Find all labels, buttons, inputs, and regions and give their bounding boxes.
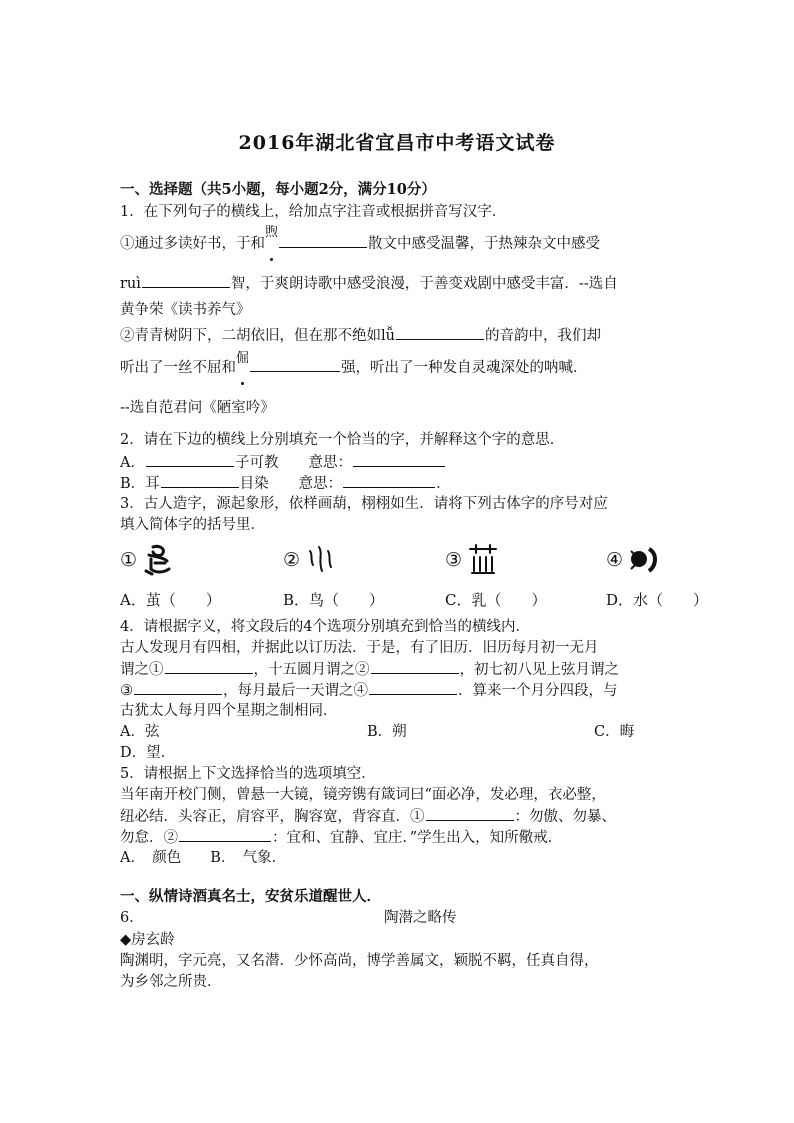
passage-para-1: 陶渊明，字元亮，又名潜．少怀高尚，博学善属文，颖脱不羁，任真自得， [120,953,599,969]
glyph-item-4 [606,540,661,580]
q4-p3-c: ．算来一个月分四段，与 [458,683,618,699]
answer-blank[interactable] [146,452,234,467]
q2-stem: 2．请在下边的横线上分别填充一个恰当的字，并解释这个字的意思． [120,432,565,448]
ancient-bird-glyph-icon [141,543,175,577]
glyph-item-2 [283,540,338,580]
q1-line1-text-a: ①通过多读好书，于和 [120,236,265,252]
ancient-ripple-glyph-icon [466,543,500,577]
q4-p2-c: ，初七初八见上弦月谓之 [459,662,619,678]
q2-a-text: 子可教 [234,455,279,471]
q5-p2-a: 纽必结．头容正，肩容平，胸容宽，背容直．① [120,809,425,825]
q1-line4 [120,325,601,346]
q4-p2-b: ，十五圆月谓之② [253,662,370,678]
glyph-number: ① [120,549,138,571]
q1-line1 [120,225,601,255]
ancient-insect-glyph-icon [627,543,661,577]
q3-stem-1: 3．古人造字，源起象形，依样画葫，栩栩如生．请将下列古体字的序号对应 [120,496,608,512]
q5-para-2 [120,806,616,827]
q5-p3-a: 勿怠．② [120,830,178,846]
q4-option-d: D．望． [120,745,176,761]
q4-para-2 [120,659,619,680]
q3-option-a: A．茧（ ） [120,591,221,609]
answer-blank[interactable] [142,273,230,288]
passage-author: ◆房玄龄 [120,932,175,948]
q1-line5-text-a: 听出了一丝不屈和 [120,360,236,376]
glyph-item-3 [445,540,500,580]
q4-para-1: 古人发现月有四相，并据此以订历法．于是，有了旧历．旧历每月初一无月 [120,640,599,656]
dotted-char-text: 煦 [265,225,279,240]
q2-b-label: B．耳 [120,476,160,492]
q5-p3-b: ：宜和、宜静、宜庄．”学生出入，知所儆戒． [272,830,563,846]
q5-stem: 5．请根据上下文选择恰当的选项填空． [120,766,376,782]
q4-stem: 4．请根据字义，将文段后的4个选项分别填充到恰当的横线内． [120,619,530,635]
q2-option-b [120,473,451,494]
answer-blank[interactable] [426,806,514,821]
q1-line6: --选自范君问《陋室吟》 [120,400,275,416]
q1-pinyin-rui: ruì [120,276,141,292]
answer-blank[interactable] [179,827,271,842]
q3-option-c: C．乳（ ） [445,591,547,609]
q3-option-d: D．水（ ） [606,591,709,609]
q1-line5 [120,351,588,379]
section-heading-choice: 一、选择题（共5小题，每小题2分，满分10分） [120,181,436,198]
answer-blank[interactable] [161,473,239,488]
glyph-number: ④ [606,549,624,571]
answer-blank[interactable] [396,325,484,340]
meaning-label: 意思： [308,455,352,471]
q5-para-3 [120,827,562,848]
passage-title: 陶潜之略传 [384,910,457,926]
answer-blank[interactable] [353,452,445,467]
dotted-char-jue [236,351,250,379]
q2-period: ． [436,476,451,492]
section-heading-poetry: 一、纵情诗酒真名士，安贫乐道醒世人． [120,888,381,905]
q4-p2-a: 谓之① [120,662,164,678]
q1-line2 [120,273,618,294]
q4-option-a: A．弦 [120,724,160,740]
q4-para-3 [120,680,618,701]
q5-para-1: 当年南开校门侧，曾悬一大镜，镜旁镌有箴词曰“面必净，发必理，衣必整， [120,787,606,803]
q2-option-a [120,452,446,473]
q4-para-4: 古犹太人每月四个星期之制相同． [120,703,338,719]
q6-number: 6． [120,910,144,926]
q5-options: A． 颜色 B． 气象． [120,850,287,866]
q4-p3-a: ③ [120,683,133,699]
q1-line1-text-b: 散文中感受温馨，于热辣杂文中感受 [368,236,601,252]
q1-line3: 黄争荣《读书养气》 [120,302,251,318]
q3-stem-2: 填入简体字的括号里． [120,517,265,533]
q1-line4-text-a: ②青青树阴下，二胡依旧，但在那不绝如lǚ [120,328,395,344]
q4-option-b: B．朔 [367,724,407,740]
glyph-item-1 [120,540,175,580]
page-title: 2016年湖北省宜昌市中考语文试卷 [238,132,556,154]
q2-b-text: 目染 [239,476,269,492]
answer-blank[interactable] [279,233,367,248]
ancient-water-glyph-icon [304,543,338,577]
q1-line5-text-b: 强，听出了一种发自灵魂深处的呐喊． [341,360,588,376]
meaning-label: 意思： [298,476,343,492]
emphasis-dot-icon [270,258,273,261]
q4-option-c: C．晦 [594,724,635,740]
answer-blank[interactable] [369,680,457,695]
answer-blank[interactable] [165,659,253,674]
answer-blank[interactable] [250,357,340,372]
answer-blank[interactable] [134,680,222,695]
ancient-glyph-row [120,540,720,580]
answer-blank[interactable] [371,659,459,674]
dotted-char-xu [265,225,279,255]
emphasis-dot-icon [241,382,244,385]
q4-p3-b: ，每月最后一天谓之④ [223,683,368,699]
answer-blank[interactable] [343,473,435,488]
q1-line2-text: 智，于爽朗诗歌中感受浪漫，于善变戏剧中感受丰富．--选自 [230,276,618,292]
dotted-char-text: 倔 [236,351,250,366]
q1-line4-text-b: 的音韵中，我们却 [484,328,601,344]
q5-p2-b: ：勿傲、勿暴、 [514,809,616,825]
q3-option-b: B．鸟（ ） [283,591,385,609]
glyph-number: ② [283,549,301,571]
q2-a-label: A． [120,455,145,471]
glyph-number: ③ [445,549,463,571]
q1-stem: 1．在下列句子的横线上，给加点字注音或根据拼音写汉字． [120,204,507,220]
passage-para-2: 为乡邻之所贵． [120,974,222,990]
